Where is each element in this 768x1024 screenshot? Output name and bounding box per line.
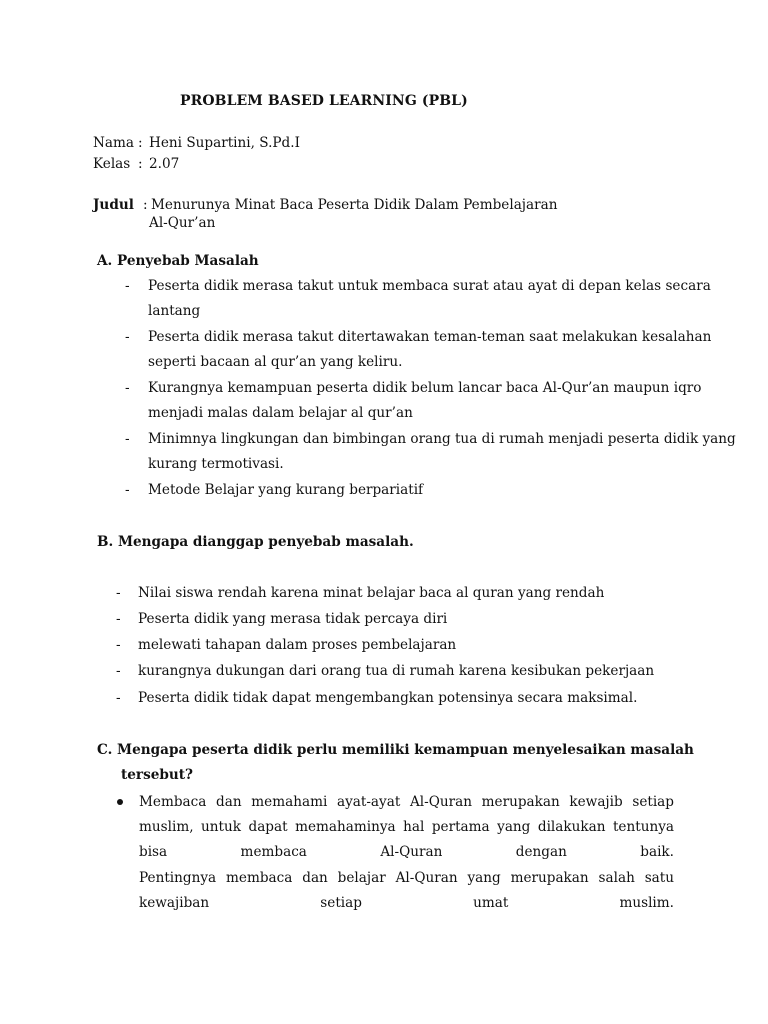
list-item-marker: - — [125, 431, 130, 447]
list-item: Kurangnya kemampuan peserta didik belum lancar baca Al-Qur’an maupun iqro — [148, 380, 702, 396]
list-item: kurangnya dukungan dari orang tua di rumah karena kesibukan pekerjaan — [138, 663, 655, 679]
section-c-paragraph-2: Pentingnya membaca dan belajar Al-Quran yang merupakan salah satu kewajiban setiap umat muslim. — [139, 870, 674, 911]
list-item: Minimnya lingkungan dan bimbingan orang tua di rumah menjadi peserta didik yang — [148, 431, 736, 447]
judul-line-2: Al-Qur’an — [149, 215, 216, 231]
name-separator: : — [138, 135, 143, 151]
name-label: Nama — [93, 135, 134, 151]
list-item-marker: - — [125, 329, 130, 345]
list-item-marker: - — [125, 380, 130, 396]
section-c-paragraph-1: Membaca dan memahami ayat-ayat Al-Quran merupakan kewajib setiap muslim, untuk dapat memahaminya hal pertama yang dilakukan tentunya bisa membaca Al-Quran dengan baik. — [139, 794, 674, 860]
class-label: Kelas — [93, 156, 131, 172]
list-item-marker: - — [125, 482, 130, 498]
list-item-continuation: kurang termotivasi. — [148, 456, 284, 472]
list-item: Peserta didik tidak dapat mengembangkan potensinya secara maksimal. — [138, 690, 638, 706]
judul-line-1: Menurunya Minat Baca Peserta Didik Dalam Pembelajaran — [151, 197, 558, 213]
list-item-continuation: seperti bacaan al qur’an yang keliru. — [148, 354, 403, 370]
list-item: melewati tahapan dalam proses pembelajaran — [138, 637, 457, 653]
class-separator: : — [138, 156, 143, 172]
list-item: Nilai siswa rendah karena minat belajar baca al quran yang rendah — [138, 585, 605, 601]
list-item-marker: - — [116, 663, 121, 679]
section-a-heading: A. Penyebab Masalah — [97, 253, 259, 269]
list-item-continuation: lantang — [148, 303, 201, 319]
document-title: PROBLEM BASED LEARNING (PBL) — [180, 93, 468, 109]
bullet-icon — [117, 799, 123, 805]
list-item: Peserta didik merasa takut ditertawakan teman-teman saat melakukan kesalahan — [148, 329, 712, 345]
list-item: Metode Belajar yang kurang berpariatif — [148, 482, 424, 498]
list-item-marker: - — [116, 585, 121, 601]
section-c-heading-continuation: tersebut? — [121, 767, 194, 783]
list-item-marker: - — [116, 637, 121, 653]
section-c-heading: C. Mengapa peserta didik perlu memiliki kemampuan menyelesaikan masalah — [97, 742, 694, 758]
list-item-marker: - — [125, 278, 130, 294]
list-item: Peserta didik yang merasa tidak percaya diri — [138, 611, 448, 627]
section-b-heading: B. Mengapa dianggap penyebab masalah. — [97, 534, 414, 550]
judul-label: Judul — [93, 197, 134, 213]
list-item: Peserta didik merasa takut untuk membaca surat atau ayat di depan kelas secara — [148, 278, 711, 294]
name-value: Heni Supartini, S.Pd.I — [149, 135, 300, 151]
class-value: 2.07 — [149, 156, 180, 172]
list-item-continuation: menjadi malas dalam belajar al qur’an — [148, 405, 413, 421]
list-item-marker: - — [116, 611, 121, 627]
judul-separator: : — [143, 197, 148, 213]
list-item-marker: - — [116, 690, 121, 706]
